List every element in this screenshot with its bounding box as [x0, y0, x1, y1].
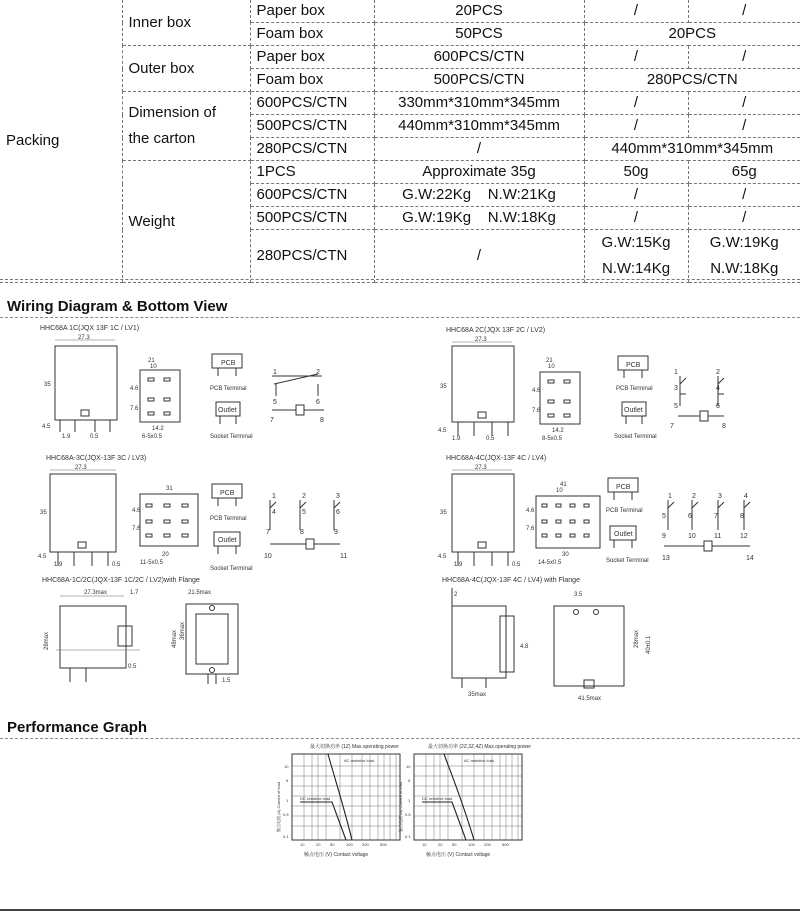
- curve-note: DC resistive load: [422, 796, 453, 801]
- pin-label: 11: [714, 533, 722, 540]
- diagram-title: HHC68A-4C(JQX-13F 4C / LV4) with Flange: [442, 577, 580, 584]
- dim-label: 0.5: [90, 434, 99, 440]
- diagram-title: HHC68A 1C(JQX 13F 1C / LV1): [40, 325, 140, 332]
- wiring-section-title: Wiring Diagram & Bottom View: [7, 298, 228, 315]
- pin-label: 11: [340, 553, 348, 560]
- dim-label: 14.2: [552, 428, 564, 434]
- schematic: [678, 376, 724, 421]
- cell: Paper box: [250, 46, 374, 69]
- tick: 1: [408, 798, 411, 803]
- cell: /: [584, 92, 688, 115]
- caption: PCB Terminal: [210, 516, 247, 522]
- curve-note: AC resistive load: [464, 758, 495, 763]
- diagram-title: HHC68A 2C(JQX 13F 2C / LV2): [446, 327, 546, 334]
- dim-label: 27.3: [475, 337, 487, 343]
- tick: 0.5: [405, 812, 411, 817]
- pin-label: 7: [714, 513, 718, 520]
- cell-line: G.W:15Kg: [601, 234, 671, 251]
- cell: 500PCS/CTN: [250, 207, 374, 230]
- tick: 500: [502, 842, 509, 847]
- dim-label: 7.6: [532, 408, 541, 414]
- dim-label: 7.6: [526, 526, 535, 532]
- dim-label: 35: [440, 384, 447, 390]
- relay-flange-side-view: [452, 606, 506, 678]
- dim-label: 6-5x0.5: [142, 434, 163, 440]
- caption: Socket Terminal: [210, 434, 253, 440]
- cell: /: [584, 184, 688, 207]
- tick: 100: [346, 842, 353, 847]
- dim-label: 7.6: [132, 526, 141, 532]
- pin-label: 5: [302, 509, 306, 516]
- pin-label: 2: [316, 369, 320, 376]
- dim-label: 36max: [180, 621, 186, 640]
- graph-title: 最大切换功率 (2Z,3Z,4Z) Max.operating power: [428, 744, 532, 750]
- dim-label: 10: [556, 488, 563, 494]
- dim-label: 14.2: [152, 426, 164, 432]
- weight-label: Weight: [122, 161, 250, 283]
- cell: /: [584, 0, 688, 23]
- pcb-label: PCB: [220, 490, 235, 497]
- schematic: [664, 500, 750, 551]
- cell: 280PCS/CTN: [250, 230, 374, 283]
- dim-label: 7.6: [130, 406, 139, 412]
- x-axis-label: 触点电压 (V) Contact voltage: [426, 852, 491, 858]
- cell: /: [584, 207, 688, 230]
- cell: 600PCS/CTN: [374, 46, 584, 69]
- pcb-label: PCB: [626, 362, 641, 369]
- dim-label: 41: [560, 482, 567, 488]
- outlet-label: Outlet: [614, 531, 633, 538]
- dim-label: 1.9: [452, 436, 461, 442]
- dim-label: 0.5: [112, 562, 121, 568]
- dim-label: 0.5: [128, 664, 137, 670]
- pin-label: 4: [744, 493, 748, 500]
- dim-label: 40±0.1: [646, 635, 652, 654]
- pin-label: 1: [272, 493, 276, 500]
- graph-2z: [397, 743, 531, 858]
- dim-label: 1.9: [54, 562, 63, 568]
- cell-line: N.W:18Kg: [710, 260, 779, 277]
- pin-label: 9: [662, 533, 666, 540]
- cell: 280PCS/CTN: [250, 138, 374, 161]
- cell: 280PCS/CTN: [584, 69, 800, 92]
- cell: 65g: [688, 161, 800, 184]
- cell: 500PCS/CTN: [250, 115, 374, 138]
- tick: 20: [316, 842, 321, 847]
- cell: 600PCS/CTN: [250, 92, 374, 115]
- tick: 0.1: [405, 834, 411, 839]
- caption: PCB Terminal: [210, 386, 247, 392]
- pin-label: 2: [692, 493, 696, 500]
- pin-label: 3: [674, 385, 678, 392]
- pin-label: 4: [272, 509, 276, 516]
- dim-label: 4.5: [438, 554, 447, 560]
- dim-label: 10: [150, 364, 157, 370]
- schematic: [272, 374, 324, 415]
- cell: 50PCS: [374, 23, 584, 46]
- dim-label: 4.5: [42, 424, 51, 430]
- pin-label: 8: [722, 423, 726, 430]
- diagram-title: HHC68A-4C(JQX-13F 4C / LV4): [446, 455, 547, 462]
- tick: 200: [484, 842, 491, 847]
- pin-label: 13: [662, 555, 670, 562]
- cell: 20PCS: [584, 23, 800, 46]
- tick: 100: [468, 842, 475, 847]
- tick: 50: [452, 842, 457, 847]
- dim-label: 35: [440, 510, 447, 516]
- dimension-label-line1: Dimension of: [128, 104, 217, 121]
- dim-label: 4.6: [130, 386, 139, 392]
- pin-label: 1: [668, 493, 672, 500]
- wiring-diagrams: [0, 318, 800, 710]
- diagram-title: HHC68A-3C(JQX-13F 3C / LV3): [46, 455, 147, 462]
- dim-label: 35: [44, 382, 51, 388]
- outlet-label: Outlet: [218, 407, 237, 414]
- dc-curve: [300, 802, 346, 840]
- dim-label: 4.5: [38, 554, 47, 560]
- pin-label: 6: [336, 509, 340, 516]
- diagram-flange-4c: [442, 577, 652, 702]
- cell: /: [688, 0, 800, 23]
- dim-label: 1.9: [62, 434, 71, 440]
- dim-label: 41.5max: [578, 696, 602, 702]
- cell: /: [374, 230, 584, 283]
- pin-label: 1: [273, 369, 277, 376]
- pin-label: 8: [320, 417, 324, 424]
- schematic: [270, 500, 340, 549]
- pin-label: 10: [688, 533, 696, 540]
- divider: [0, 279, 800, 280]
- tick: 5: [408, 778, 411, 783]
- diagram-title: HHC68A-1C/2C(JQX-13F 1C/2C / LV2)with Flange: [42, 577, 200, 584]
- inner-box-label: Inner box: [122, 0, 250, 46]
- tick: 5: [286, 778, 289, 783]
- cell: /: [688, 184, 800, 207]
- dim-label: 31: [166, 486, 173, 492]
- dim-label: 21.5max: [188, 590, 212, 596]
- tick: 200: [362, 842, 369, 847]
- tick: 0.5: [283, 812, 289, 817]
- relay-bottom-view: [140, 370, 180, 422]
- dim-label: 30: [562, 552, 569, 558]
- cell: /: [688, 46, 800, 69]
- dim-label: 20: [162, 552, 169, 558]
- dim-label: 3.5: [574, 592, 583, 598]
- diagram-4c: [438, 455, 754, 568]
- cell: [584, 230, 688, 283]
- dim-label: 21: [546, 358, 553, 364]
- dim-label: 0.5: [486, 436, 495, 442]
- outlet-label: Outlet: [624, 407, 643, 414]
- dim-label: 0.5: [512, 562, 521, 568]
- cell: /: [584, 115, 688, 138]
- dim-label: 10: [548, 364, 555, 370]
- diagram-3c: [38, 455, 347, 572]
- dim-label: 27.3max: [84, 590, 108, 596]
- cell: /: [688, 207, 800, 230]
- pin-label: 1: [674, 369, 678, 376]
- dim-label: 4.6: [526, 508, 535, 514]
- tick: 1: [286, 798, 289, 803]
- pin-label: 3: [336, 493, 340, 500]
- cell-line: G.W:19Kg: [709, 234, 779, 251]
- cell: Foam box: [250, 69, 374, 92]
- dim-label: 27.3: [78, 335, 90, 341]
- dim-label: 27.3: [475, 465, 487, 471]
- pin-label: 6: [688, 513, 692, 520]
- graph-1z: [275, 743, 400, 858]
- cell: Paper box: [250, 0, 374, 23]
- dim-label: 11-5x0.5: [140, 560, 163, 566]
- tick: 20: [438, 842, 443, 847]
- pin-label: 5: [674, 403, 678, 410]
- pin-label: 2: [716, 369, 720, 376]
- cell: 500PCS/CTN: [374, 69, 584, 92]
- pin-label: 12: [740, 533, 748, 540]
- dim-label: 2: [454, 592, 458, 598]
- pcb-label: PCB: [616, 484, 631, 491]
- dim-label: 1.7: [130, 590, 139, 596]
- cell: /: [688, 92, 800, 115]
- relay-side-view: [452, 474, 514, 552]
- cell: 50g: [584, 161, 688, 184]
- pin-label: 10: [264, 553, 272, 560]
- tick: 10: [284, 764, 289, 769]
- cell: /: [584, 46, 688, 69]
- pin-label: 6: [716, 403, 720, 410]
- cell: /: [374, 138, 584, 161]
- pin-label: 14: [746, 555, 754, 562]
- curve-note: DC resistive load: [300, 796, 331, 801]
- dim-label: 35: [40, 510, 47, 516]
- relay-flange-side-view: [60, 606, 126, 668]
- cell: Approximate 35g: [374, 161, 584, 184]
- dim-label: 4.5: [438, 428, 447, 434]
- pin-label: 2: [302, 493, 306, 500]
- dim-label: 4.6: [132, 508, 141, 514]
- dim-label: 35max: [468, 692, 487, 698]
- pin-label: 6: [316, 399, 320, 406]
- pin-label: 7: [266, 529, 270, 536]
- caption: Socket Terminal: [614, 434, 657, 440]
- curve-note: AC resistive load: [344, 758, 375, 763]
- pin-label: 5: [662, 513, 666, 520]
- dim-label: 4.6: [532, 388, 541, 394]
- caption: Socket Terminal: [210, 566, 253, 572]
- tick: 10: [406, 764, 411, 769]
- performance-graphs: [0, 740, 800, 870]
- cell: 600PCS/CTN: [250, 184, 374, 207]
- tick: 10: [300, 842, 305, 847]
- pin-label: 7: [670, 423, 674, 430]
- dim-label: 21: [148, 358, 155, 364]
- dimension-label: [122, 92, 250, 161]
- relay-flange-front-view: [186, 604, 238, 674]
- dim-label: 28max: [44, 631, 50, 650]
- y-axis-label: 触点电流 (A) Current of load: [276, 781, 281, 832]
- relay-side-view: [50, 474, 116, 552]
- cell: 440mm*310mm*345mm: [374, 115, 584, 138]
- outer-box-label: Outer box: [122, 46, 250, 92]
- caption: PCB Terminal: [616, 386, 653, 392]
- diagram-1c: [40, 325, 324, 440]
- pin-label: 9: [334, 529, 338, 536]
- cell: G.W:19Kg N.W:18Kg: [374, 207, 584, 230]
- cell: 330mm*310mm*345mm: [374, 92, 584, 115]
- relay-flange-front-view: [554, 606, 624, 686]
- caption: PCB Terminal: [606, 508, 643, 514]
- cell: 20PCS: [374, 0, 584, 23]
- dim-label: 8-5x0.5: [542, 436, 563, 442]
- diagram-flange-1c2c: [42, 577, 238, 684]
- footer-rule: [0, 909, 800, 911]
- cell: Foam box: [250, 23, 374, 46]
- tick: 0.1: [283, 834, 289, 839]
- dim-label: 1.5: [222, 678, 231, 684]
- dc-curve: [422, 802, 466, 840]
- cell: 440mm*310mm*345mm: [584, 138, 800, 161]
- pin-label: 5: [273, 399, 277, 406]
- pin-label: 7: [270, 417, 274, 424]
- tick: 10: [422, 842, 427, 847]
- dimension-label-line2: the carton: [128, 130, 196, 147]
- outlet-label: Outlet: [218, 537, 237, 544]
- pin-label: 8: [300, 529, 304, 536]
- cell: G.W:22Kg N.W:21Kg: [374, 184, 584, 207]
- cell: 1PCS: [250, 161, 374, 184]
- relay-bottom-view: [540, 372, 580, 424]
- caption: Socket Terminal: [606, 558, 649, 564]
- diagram-2c: [438, 327, 726, 442]
- graph-title: 最大切换功率 (1Z) Max.operating power: [310, 744, 399, 750]
- pin-label: 8: [740, 513, 744, 520]
- dim-label: 4.8: [520, 644, 529, 650]
- pin-label: 3: [718, 493, 722, 500]
- dim-label: 48max: [172, 629, 178, 648]
- performance-section-title: Performance Graph: [7, 719, 148, 736]
- cell: [688, 230, 800, 283]
- relay-side-view: [55, 346, 117, 420]
- relay-side-view: [452, 346, 514, 422]
- divider: [0, 738, 800, 739]
- x-axis-label: 触点电压 (V) Contact voltage: [304, 852, 369, 858]
- dim-label: 28max: [634, 629, 640, 648]
- cell-line: N.W:14Kg: [601, 260, 671, 277]
- tick: 50: [330, 842, 335, 847]
- dim-label: 14-5x0.5: [538, 560, 562, 566]
- pin-label: 4: [716, 385, 720, 392]
- dim-label: 27.3: [75, 465, 87, 471]
- tick: 500: [380, 842, 387, 847]
- cell: /: [688, 115, 800, 138]
- dim-label: 1.9: [454, 562, 463, 568]
- y-axis-label: 触点电流 (A) Current of load: [398, 781, 403, 832]
- packing-label: Packing: [0, 0, 122, 283]
- pcb-label: PCB: [221, 360, 236, 367]
- packing-table: [0, 0, 800, 283]
